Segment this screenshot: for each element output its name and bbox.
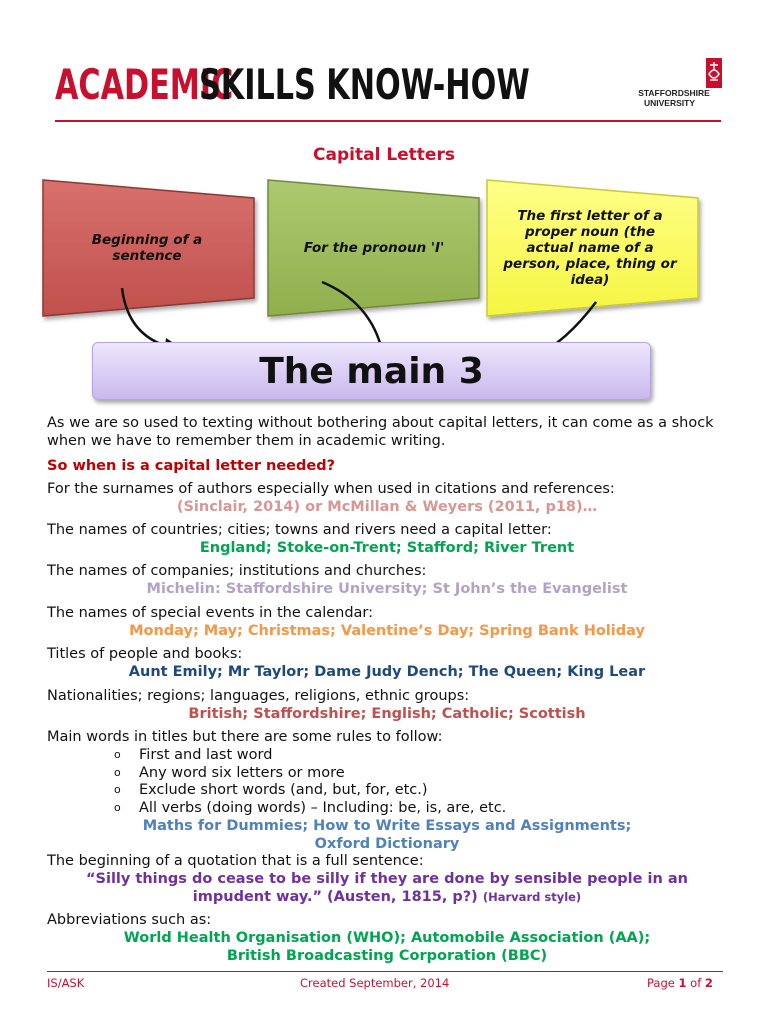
mainwords-label: Main words in titles but there are some rules to follow:: [47, 729, 443, 745]
places-label: The names of countries; cities; towns and rivers need a capital letter:: [47, 522, 552, 538]
quotation-label: The beginning of a quotation that is a full sentence:: [47, 853, 424, 869]
events-label: The names of special events in the calendar:: [47, 605, 374, 621]
header-skills-know-how: SKILLS KNOW-HOW: [199, 60, 530, 109]
bullet-icon: o: [114, 783, 121, 796]
bullet-icon: o: [114, 801, 121, 814]
box-pronoun-label: For the pronoun 'I': [303, 240, 445, 256]
footer-created: Created September, 2014: [300, 976, 450, 990]
university-logo: [638, 58, 724, 108]
logo-line-2: UNIVERSITY: [644, 98, 696, 108]
page-title: Capital Letters: [313, 145, 455, 165]
mainwords-example-2: Oxford Dictionary: [314, 836, 460, 852]
titles-example: Aunt Emily; Mr Taylor; Dame Judy Dench; The Queen; King Lear: [128, 664, 646, 680]
abbreviations-label: Abbreviations such as:: [47, 912, 212, 928]
box-sentence-label: Beginning of a sentence: [91, 232, 203, 264]
footer-page: Page 1 of 2: [647, 976, 713, 990]
header-academic: ACADEMIC: [55, 60, 234, 109]
footer-left: IS/ASK: [47, 976, 85, 990]
titles-label: Titles of people and books:: [47, 646, 243, 662]
bullet-icon: o: [114, 748, 121, 761]
authors-label: For the surnames of authors especially when used in citations and references:: [47, 481, 615, 497]
crest-icon: [644, 58, 724, 88]
box-proper-noun-label: The first letter of a proper noun (the actual name of a person, place, thing or idea): [503, 208, 677, 288]
nationalities-example: British; Staffordshire; English; Catholic; Scottish: [188, 706, 586, 722]
companies-label: The names of companies; institutions and churches:: [47, 563, 427, 579]
logo-line-1: STAFFORDSHIRE: [638, 88, 710, 98]
mainwords-example-1: Maths for Dummies; How to Write Essays and Assignments;: [142, 818, 632, 834]
companies-example: Michelin: Staffordshire University; St John’s the Evangelist: [146, 581, 628, 597]
authors-example: (Sinclair, 2014) or McMillan & Weyers (2011, p18)…: [176, 499, 598, 515]
main-three-box: The main 3: [92, 342, 651, 400]
bullet-icon: o: [114, 766, 121, 779]
abbreviations-line-2: British Broadcasting Corporation (BBC): [226, 948, 548, 964]
places-example: England; Stoke-on-Trent; Stafford; River Trent: [199, 540, 575, 556]
footer-divider: [47, 971, 723, 972]
quotation-line-1: “Silly things do cease to be silly if they are done by sensible people in an: [86, 871, 688, 887]
events-example: Monday; May; Christmas; Valentine’s Day; Spring Bank Holiday: [129, 623, 645, 639]
quotation-line-2: impudent way.” (Austen, 1815, p?) (Harvard style): [192, 889, 582, 905]
question-heading: So when is a capital letter needed?: [47, 458, 336, 474]
intro-paragraph: As we are so used to texting without bothering about capital letters, it can come as a shock when we have to remember them in academic writing.: [47, 415, 714, 449]
quotation-note: (Harvard style): [482, 890, 582, 904]
nationalities-label: Nationalities; regions; languages, religions, ethnic groups:: [47, 688, 470, 704]
abbreviations-line-1: World Health Organisation (WHO); Automobile Association (AA);: [123, 930, 651, 946]
header-divider: [55, 120, 721, 122]
